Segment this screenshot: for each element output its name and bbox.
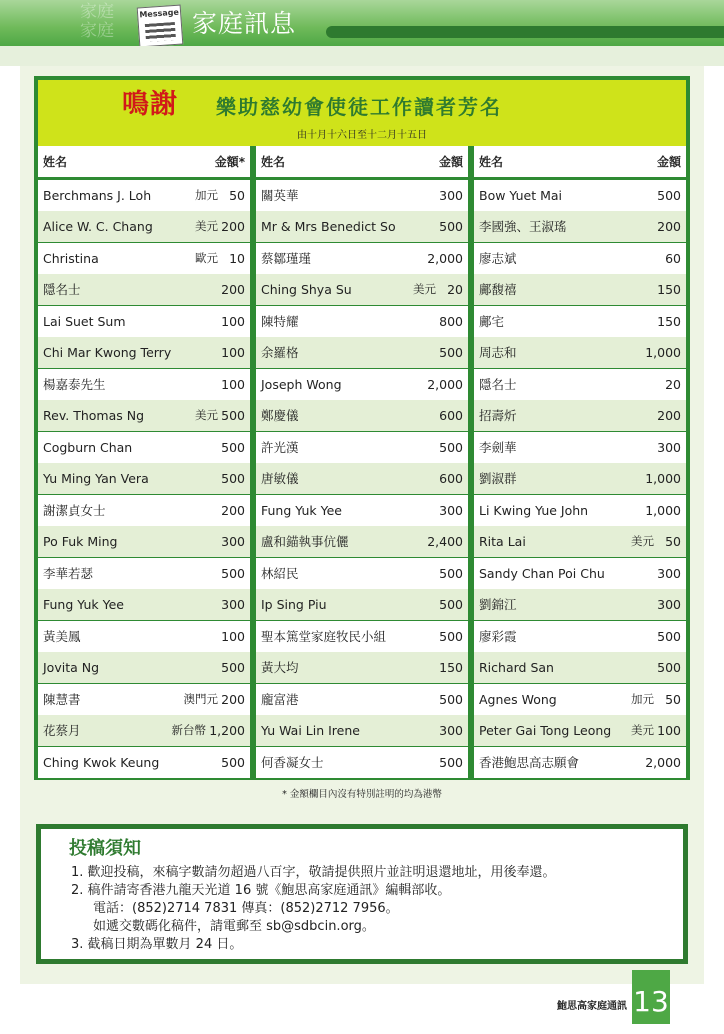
submission-guidelines (36, 824, 688, 964)
donor-row (256, 463, 468, 494)
donor-name: 黃大均 (261, 660, 299, 675)
section-title: 家庭訊息 (192, 9, 297, 38)
donation-amount: 50 (229, 188, 245, 203)
column-header (38, 146, 250, 177)
donor-row (256, 526, 468, 557)
donor-name: Fung Yuk Yee (261, 503, 342, 518)
name-header: 姓名 (479, 155, 504, 169)
donor-name: 鄭慶儀 (261, 408, 299, 423)
donor-name: 楊嘉泰先生 (43, 377, 106, 392)
donor-name: Christina (43, 251, 99, 266)
donation-amount: 50 (665, 534, 681, 549)
donation-amount: 2,400 (427, 534, 463, 549)
donation-amount: 500 (221, 755, 245, 770)
donation-amount: 100 (657, 723, 681, 738)
donor-row (38, 274, 250, 305)
donor-row (474, 274, 686, 305)
donor-name: Sandy Chan Poi Chu (479, 566, 605, 581)
donation-currency: 美元 (413, 282, 436, 296)
donor-row (38, 715, 250, 746)
submission-line-5: 3. 截稿日期為單數月 24 日。 (71, 937, 243, 952)
donor-row (256, 337, 468, 368)
donation-amount: 500 (439, 629, 463, 644)
donation-amount: 500 (657, 660, 681, 675)
donor-name: Po Fuk Ming (43, 534, 118, 549)
donor-name: Ching Shya Su (261, 282, 352, 297)
currency-footnote: * 金額欄目內沒有特別註明的均為港幣 (282, 789, 442, 800)
donor-name: 許光漢 (261, 440, 299, 455)
donation-amount: 500 (657, 188, 681, 203)
donor-name: 聖本篤堂家庭牧民小組 (261, 629, 387, 644)
donation-amount: 150 (657, 282, 681, 297)
submission-line-1: 1. 歡迎投稿，來稿字數請勿超過八百字，敬請提供照片並註明退還地址，用後奉還。 (71, 865, 556, 880)
donor-name: 鄺馥禧 (479, 282, 517, 297)
donor-row (474, 558, 686, 589)
donation-amount: 500 (439, 566, 463, 581)
donation-currency: 美元 (631, 723, 654, 737)
donor-name: 招壽炘 (479, 408, 517, 423)
donor-row (256, 369, 468, 400)
donor-column-1 (38, 146, 250, 776)
donation-amount: 500 (221, 440, 245, 455)
donor-name: 劉錦江 (479, 597, 517, 612)
donor-name: 廖志斌 (479, 251, 517, 266)
donor-name: 盧和錨執事伉儷 (261, 534, 349, 549)
donor-row (256, 747, 468, 778)
donor-name: Bow Yuet Mai (479, 188, 563, 203)
donation-currency: 加元 (195, 188, 218, 202)
donation-amount: 300 (221, 534, 245, 549)
donor-name: Berchmans J. Loh (43, 188, 152, 203)
donor-row (474, 306, 686, 337)
donor-row (474, 747, 686, 778)
donor-name: Cogburn Chan (43, 440, 133, 455)
donation-amount: 60 (665, 251, 681, 266)
amount-header: 金額* (214, 155, 245, 169)
submission-title: 投稿須知 (69, 838, 141, 859)
donation-amount: 2,000 (645, 755, 681, 770)
donor-row (38, 684, 250, 715)
donor-row (256, 211, 468, 242)
donation-amount: 200 (221, 692, 245, 707)
donation-currency: 歐元 (195, 251, 218, 265)
donor-name: Yu Ming Yan Vera (43, 471, 149, 486)
donation-amount: 500 (439, 345, 463, 360)
name-header: 姓名 (43, 155, 68, 169)
donor-panel-title (38, 80, 686, 146)
donor-name: 廖彩霞 (479, 629, 517, 644)
donor-name: Peter Gai Tong Leong (479, 723, 612, 738)
donor-row (256, 306, 468, 337)
donation-amount: 300 (439, 503, 463, 518)
donation-currency: 美元 (195, 408, 218, 422)
donor-row (256, 684, 468, 715)
donor-row (38, 243, 250, 274)
submission-line-4: 如遞交數碼化稿件，請電郵至 sb@sdbcin.org。 (93, 919, 375, 934)
donor-name: 隱名士 (43, 282, 81, 297)
donor-name: 李華若瑟 (43, 566, 94, 581)
donation-amount: 100 (221, 345, 245, 360)
donation-amount: 500 (221, 408, 245, 423)
donor-name: 隱名士 (479, 377, 517, 392)
donor-row (256, 180, 468, 211)
donor-name: 關英華 (261, 188, 299, 203)
donor-row (38, 211, 250, 242)
donation-amount: 10 (229, 251, 245, 266)
donation-amount: 1,000 (645, 503, 681, 518)
donor-row (256, 652, 468, 683)
donation-amount: 200 (657, 219, 681, 234)
donor-row (474, 589, 686, 620)
donor-name: 龐富港 (261, 692, 299, 707)
donor-row (256, 558, 468, 589)
donor-name: 花蔡月 (43, 723, 81, 738)
donation-currency: 美元 (195, 219, 218, 233)
date-range: 由十月十六日至十二月十五日 (297, 130, 427, 141)
header-watermark-top: 家庭 (80, 2, 114, 22)
donor-name: 唐敏儀 (261, 471, 299, 486)
donor-row (38, 621, 250, 652)
donor-row (38, 400, 250, 431)
donor-row (38, 526, 250, 557)
donation-amount: 100 (221, 629, 245, 644)
submission-inner (41, 829, 683, 959)
donor-row (38, 369, 250, 400)
donor-row (474, 621, 686, 652)
donation-amount: 800 (439, 314, 463, 329)
donation-amount: 300 (439, 188, 463, 203)
column-header (474, 146, 686, 177)
donation-amount: 300 (221, 597, 245, 612)
donation-amount: 500 (221, 660, 245, 675)
donor-row (256, 495, 468, 526)
donor-row (474, 526, 686, 557)
donation-amount: 500 (657, 629, 681, 644)
donation-amount: 500 (221, 566, 245, 581)
donation-amount: 300 (657, 597, 681, 612)
donor-row (474, 684, 686, 715)
donation-amount: 500 (221, 471, 245, 486)
header-band (0, 0, 724, 46)
donor-name: Mr & Mrs Benedict So (261, 219, 396, 234)
header-accent-bar (326, 26, 724, 38)
donor-name: 林紹民 (261, 566, 299, 581)
donor-row (256, 243, 468, 274)
donor-name: Yu Wai Lin Irene (261, 723, 360, 738)
donation-amount: 2,000 (427, 251, 463, 266)
donor-row (38, 558, 250, 589)
donor-row (256, 589, 468, 620)
donor-name: 余羅格 (261, 345, 299, 360)
page-number: 13 (632, 970, 670, 1024)
donor-name: 陳慧書 (43, 692, 81, 707)
donor-name: 香港鮑思高志願會 (479, 755, 580, 770)
donor-column-2 (256, 146, 468, 776)
donor-row (474, 715, 686, 746)
donor-name: 蔡鄒瑾瑾 (261, 251, 312, 266)
donor-name: 何香凝女士 (261, 755, 324, 770)
donation-amount: 20 (447, 282, 463, 297)
donor-name: Ip Sing Piu (261, 597, 327, 612)
submission-line-2: 2. 稿件請寄香港九龍天光道 16 號《鮑思高家庭通訊》編輯部收。 (71, 883, 451, 898)
donor-row (256, 400, 468, 431)
donation-amount: 500 (439, 692, 463, 707)
donor-row (38, 589, 250, 620)
donation-amount: 600 (439, 471, 463, 486)
donation-amount: 500 (439, 755, 463, 770)
donor-row (474, 400, 686, 431)
donor-row (474, 243, 686, 274)
column-header (256, 146, 468, 177)
donation-amount: 500 (439, 597, 463, 612)
donation-amount: 500 (439, 440, 463, 455)
name-header: 姓名 (261, 155, 286, 169)
donor-name: 陳特耀 (261, 314, 299, 329)
donation-amount: 50 (665, 692, 681, 707)
donor-row (474, 369, 686, 400)
donor-row (474, 211, 686, 242)
donation-amount: 200 (657, 408, 681, 423)
header-watermark-bottom: 家庭 (80, 21, 114, 41)
donor-name: Rita Lai (479, 534, 526, 549)
donor-row (38, 337, 250, 368)
donation-amount: 150 (439, 660, 463, 675)
donation-amount: 100 (221, 314, 245, 329)
donor-row (474, 337, 686, 368)
donation-currency: 新台幣 (171, 723, 206, 737)
donor-row (38, 747, 250, 778)
donor-row (256, 621, 468, 652)
donor-name: Lai Suet Sum (43, 314, 126, 329)
donation-amount: 200 (221, 503, 245, 518)
donor-row (256, 432, 468, 463)
donation-amount: 300 (439, 723, 463, 738)
donor-row (474, 180, 686, 211)
donation-amount: 100 (221, 377, 245, 392)
donor-row (256, 715, 468, 746)
donor-row (474, 432, 686, 463)
donation-amount: 200 (221, 219, 245, 234)
donation-currency: 澳門元 (183, 692, 218, 706)
donation-currency: 加元 (631, 692, 654, 706)
header-shade (0, 46, 724, 66)
donor-row (38, 306, 250, 337)
donation-currency: 美元 (631, 534, 654, 548)
donor-row (38, 652, 250, 683)
donor-name: Jovita Ng (43, 660, 100, 675)
donor-name: Joseph Wong (261, 377, 342, 392)
donor-name: Ching Kwok Keung (43, 755, 160, 770)
donor-name: Rev. Thomas Ng (43, 408, 145, 423)
donor-row (38, 180, 250, 211)
donation-amount: 600 (439, 408, 463, 423)
donation-amount: 150 (657, 314, 681, 329)
page-header (0, 0, 724, 46)
donor-row (474, 463, 686, 494)
donor-name: 黃美鳳 (43, 629, 81, 644)
donor-row (38, 432, 250, 463)
amount-header: 金額 (438, 155, 463, 169)
donor-name: Chi Mar Kwong Terry (43, 345, 172, 360)
donation-amount: 1,000 (645, 471, 681, 486)
donor-name: 謝潔貞女士 (43, 503, 106, 518)
message-icon (137, 5, 184, 48)
amount-header: 金額 (656, 155, 681, 169)
donation-amount: 2,000 (427, 377, 463, 392)
donation-amount: 300 (657, 440, 681, 455)
message-icon-label: Message (139, 7, 180, 20)
donor-name: 李國強、王淑瑤 (479, 219, 567, 234)
donor-list-heading: 樂助慈幼會使徒工作讀者芳名 (216, 95, 502, 119)
donor-column-3 (474, 146, 686, 776)
thanks-heading: 鳴謝 (122, 89, 178, 120)
donor-name: 鄺宅 (479, 314, 505, 329)
donor-name: 劉淑群 (479, 471, 517, 486)
donor-row (256, 274, 468, 305)
publication-name: 鮑思高家庭通訊 (557, 1001, 627, 1012)
donor-row (474, 652, 686, 683)
donation-amount: 500 (439, 219, 463, 234)
submission-line-3: 電話：(852)2714 7831 傳真：(852)2712 7956。 (93, 901, 399, 916)
donor-name: 周志和 (479, 345, 517, 360)
donor-name: Li Kwing Yue John (479, 503, 589, 518)
donation-amount: 200 (221, 282, 245, 297)
donor-row (474, 495, 686, 526)
donor-row (38, 463, 250, 494)
donor-name: Richard San (479, 660, 554, 675)
donation-amount: 300 (657, 566, 681, 581)
donation-amount: 1,200 (209, 723, 245, 738)
donation-amount: 20 (665, 377, 681, 392)
donor-panel (34, 76, 690, 780)
donor-name: 李劍華 (479, 440, 517, 455)
newspaper-lines-icon (145, 22, 176, 42)
donation-amount: 1,000 (645, 345, 681, 360)
donor-row (38, 495, 250, 526)
donor-name: Fung Yuk Yee (43, 597, 124, 612)
donor-name: Alice W. C. Chang (43, 219, 153, 234)
donor-name: Agnes Wong (479, 692, 557, 707)
